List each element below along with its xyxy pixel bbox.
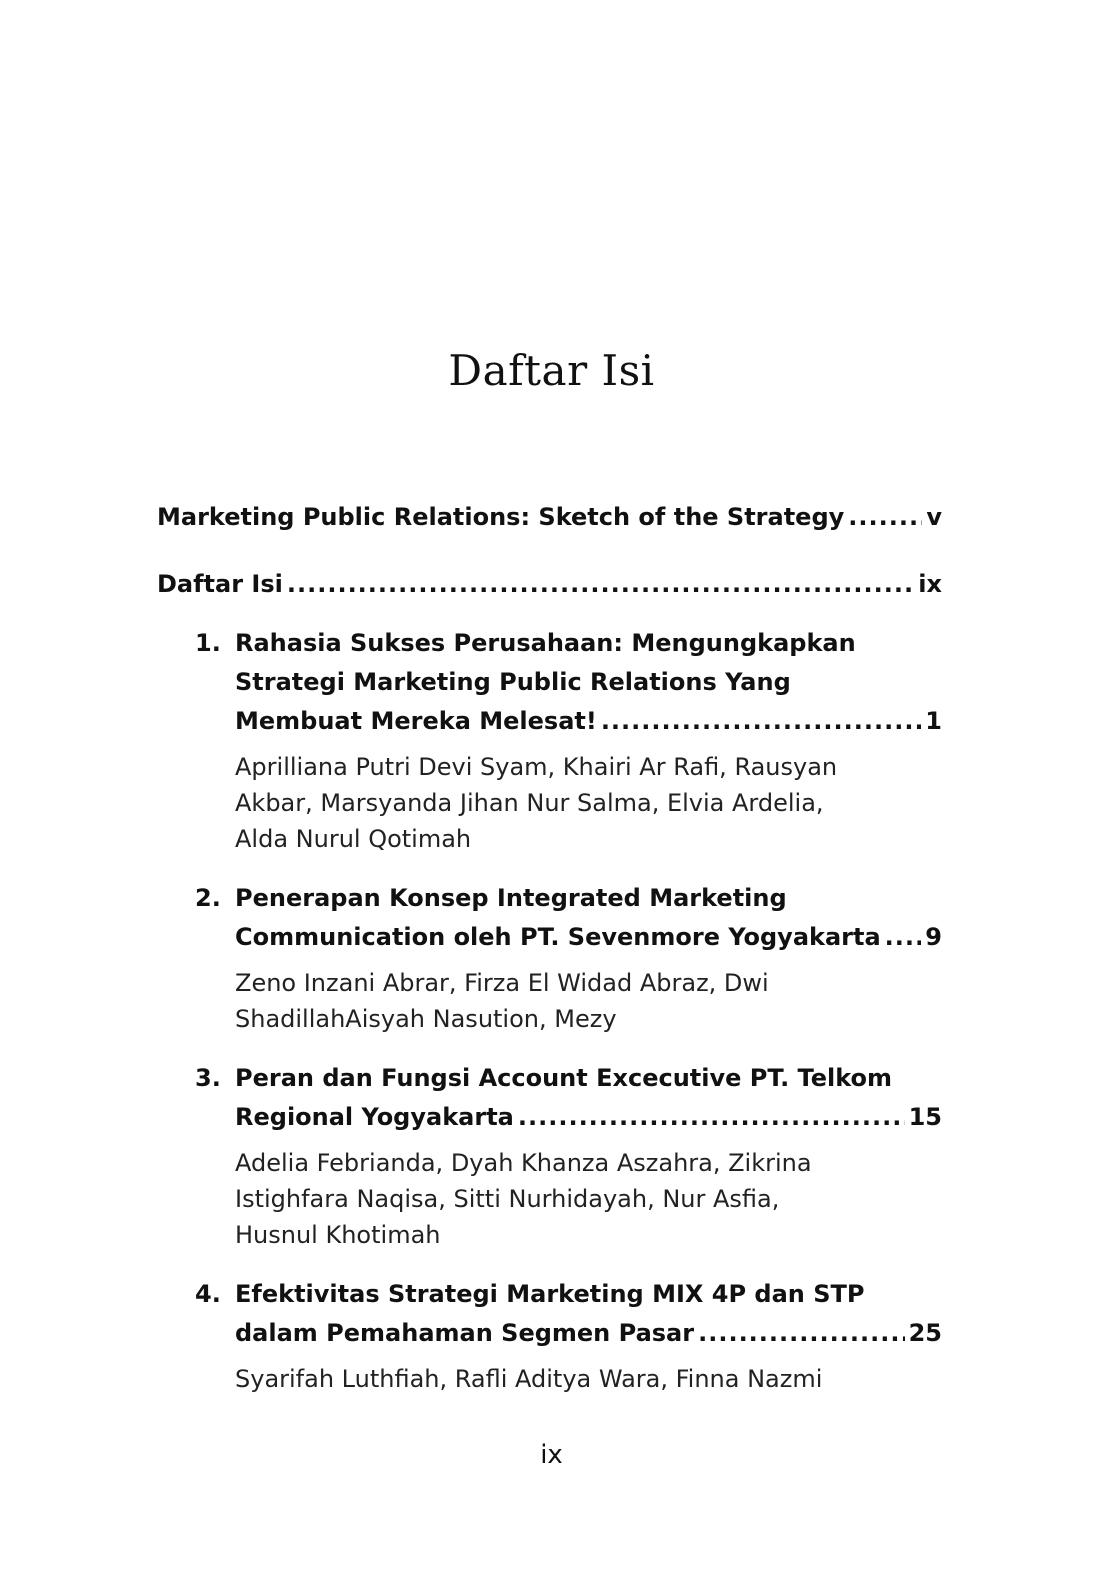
toc-chapter-1[interactable] <box>157 624 942 857</box>
chapter-number: 3. <box>195 1064 221 1092</box>
chapter-title-line: Rahasia Sukses Perusahaan: Mengungkapkan <box>235 629 856 657</box>
toc-entry-preface[interactable] <box>157 498 942 537</box>
dot-leader <box>698 1314 905 1353</box>
dot-leader <box>885 918 922 957</box>
dot-leader <box>848 498 922 537</box>
chapter-title-last-line <box>235 1314 942 1353</box>
chapter-authors <box>235 1145 942 1253</box>
chapter-authors <box>235 1361 942 1397</box>
chapter-page: 15 <box>908 1103 942 1131</box>
author-line: Adelia Febrianda, Dyah Khanza Aszahra, Zikrina <box>235 1149 812 1177</box>
chapter-title-text: Communication oleh PT. Sevenmore Yogyakarta <box>235 923 881 951</box>
dot-leader <box>287 565 914 604</box>
page-number: ix <box>540 1440 563 1470</box>
author-line: Syarifah Luthfiah, Rafli Aditya Wara, Finna Nazmi <box>235 1365 823 1393</box>
toc-chapter-3[interactable] <box>157 1059 942 1253</box>
chapter-title-line: Penerapan Konsep Integrated Marketing <box>235 884 787 912</box>
chapter-number: 1. <box>195 629 221 657</box>
toc-entry-daftar-isi[interactable] <box>157 565 942 604</box>
author-line: ShadillahAisyah Nasution, Mezy <box>235 1005 617 1033</box>
chapter-page: 1 <box>925 707 942 735</box>
page-title: Daftar Isi <box>448 346 655 396</box>
chapter-title-last-line <box>235 702 942 741</box>
chapter-title-line: Peran dan Fungsi Account Excecutive PT. Telkom <box>235 1064 893 1092</box>
table-of-contents <box>157 498 942 1397</box>
dot-leader <box>601 702 921 741</box>
chapter-number: 4. <box>195 1280 221 1308</box>
toc-chapter-2[interactable] <box>157 879 942 1037</box>
chapter-title-text: Regional Yogyakarta <box>235 1103 514 1131</box>
toc-chapter-4[interactable] <box>157 1275 942 1397</box>
chapter-title-last-line <box>235 918 942 957</box>
toc-entry-page: ix <box>918 570 942 598</box>
toc-entry-page: v <box>926 503 942 531</box>
toc-entry-title: Marketing Public Relations: Sketch of the Strategy <box>157 503 845 531</box>
author-line: Husnul Khotimah <box>235 1221 441 1249</box>
author-line: Istighfara Naqisa, Sitti Nurhidayah, Nur Asfia, <box>235 1185 780 1213</box>
author-line: Akbar, Marsyanda Jihan Nur Salma, Elvia Ardelia, <box>235 789 824 817</box>
author-line: Aprilliana Putri Devi Syam, Khairi Ar Rafi, Rausyan <box>235 753 838 781</box>
author-line: Alda Nurul Qotimah <box>235 825 472 853</box>
chapter-authors <box>235 965 942 1037</box>
toc-entry-title: Daftar Isi <box>157 570 283 598</box>
chapter-number: 2. <box>195 884 221 912</box>
chapter-title-text: dalam Pemahaman Segmen Pasar <box>235 1319 695 1347</box>
chapter-page: 9 <box>925 923 942 951</box>
author-line: Zeno Inzani Abrar, Firza El Widad Abraz, Dwi <box>235 969 769 997</box>
chapter-title-last-line <box>235 1098 942 1137</box>
chapter-title-text: Membuat Mereka Melesat! <box>235 707 597 735</box>
chapter-title-line: Strategi Marketing Public Relations Yang <box>235 668 791 696</box>
chapter-title-line: Efektivitas Strategi Marketing MIX 4P dan STP <box>235 1280 865 1308</box>
dot-leader <box>518 1098 905 1137</box>
chapter-page: 25 <box>908 1319 942 1347</box>
chapter-authors <box>235 749 942 857</box>
